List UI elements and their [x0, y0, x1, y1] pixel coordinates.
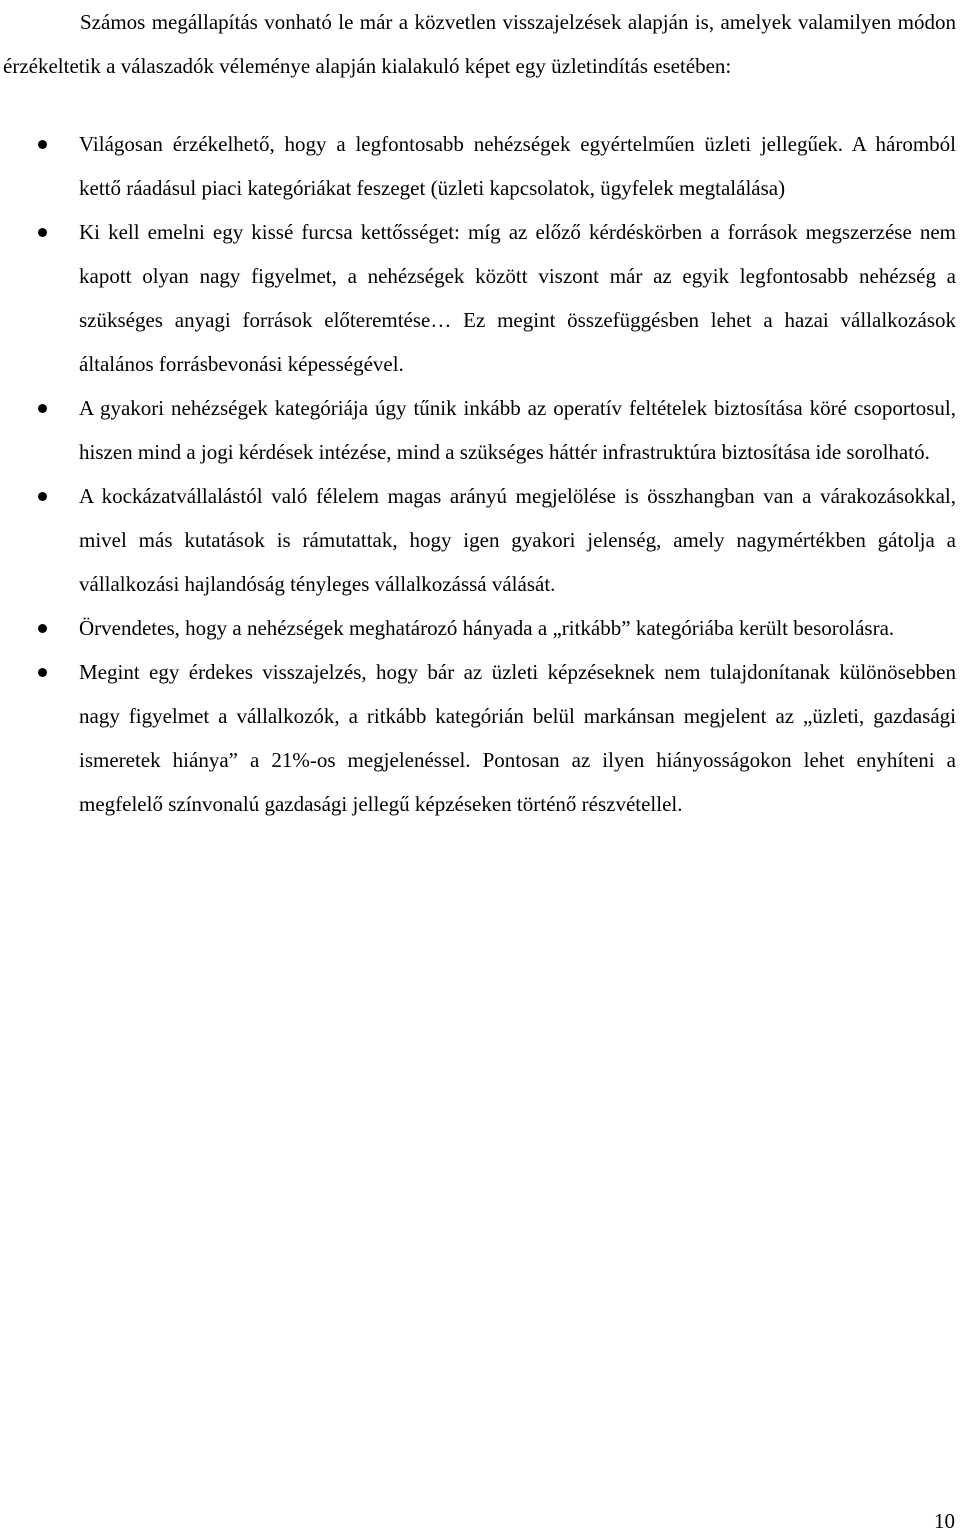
list-item	[0, 122, 956, 210]
list-item-text: A gyakori nehézségek kategóriája úgy tűnik inkább az operatív feltételek biztosítása köré csoportosul, hiszen mind a jogi kérdések intézése, mind a szükséges háttér infrastruktúra biztosítása ide sorolható.	[79, 396, 956, 464]
bullet-icon	[38, 624, 47, 633]
intro-paragraph: Számos megállapítás vonható le már a közvetlen visszajelzések alapján is, amelyek valamilyen módon érzékeltetik a válaszadók véleménye alapján kialakuló képet egy üzletindítás esetében:	[3, 10, 956, 78]
bullet-icon	[38, 668, 47, 677]
bullet-list	[0, 122, 960, 826]
bullet-icon	[38, 492, 47, 501]
list-item	[0, 474, 956, 606]
list-item	[0, 606, 956, 650]
list-item	[0, 650, 956, 826]
bullet-icon	[38, 228, 47, 237]
list-item-text: Világosan érzékelhető, hogy a legfontosabb nehézségek egyértelműen üzleti jellegűek. A háromból kettő ráadásul piaci kategóriákat feszeget (üzleti kapcsolatok, ügyfelek megtalálása)	[79, 132, 956, 200]
list-item-text: Ki kell emelni egy kissé furcsa kettősséget: míg az előző kérdéskörben a források megszerzése nem kapott olyan nagy figyelmet, a nehézségek között viszont már az egyik legfontosabb nehézség a szükséges anyagi források előteremtése… Ez megint összefüggésben lehet a hazai vállalkozások általános forrásbevonási képességével.	[79, 220, 956, 376]
bullet-icon	[38, 140, 47, 149]
list-item-text: Örvendetes, hogy a nehézségek meghatározó hányada a „ritkább” kategóriába került besorolásra.	[79, 616, 895, 640]
list-item-text: Megint egy érdekes visszajelzés, hogy bár az üzleti képzéseknek nem tulajdonítanak különösebben nagy figyelmet a vállalkozók, a ritkább kategórián belül markánsan megjelent az „üzleti, gazdasági ismeretek hiánya” a 21%-os megjelenéssel. Pontosan az ilyen hiányosságokon lehet enyhíteni a megfelelő színvonalú gazdasági jellegű képzéseken történő részvétellel.	[79, 660, 956, 816]
list-item	[0, 386, 956, 474]
list-item-text: A kockázatvállalástól való félelem magas arányú megjelölése is összhangban van a várakozásokkal, mivel más kutatások is rámutattak, hogy igen gyakori jelenség, amely nagymértékben gátolja a vállalkozási hajlandóság tényleges vállalkozássá válását.	[79, 484, 956, 596]
page-number: 10	[934, 1509, 955, 1533]
list-item	[0, 210, 956, 386]
bullet-icon	[38, 404, 47, 413]
